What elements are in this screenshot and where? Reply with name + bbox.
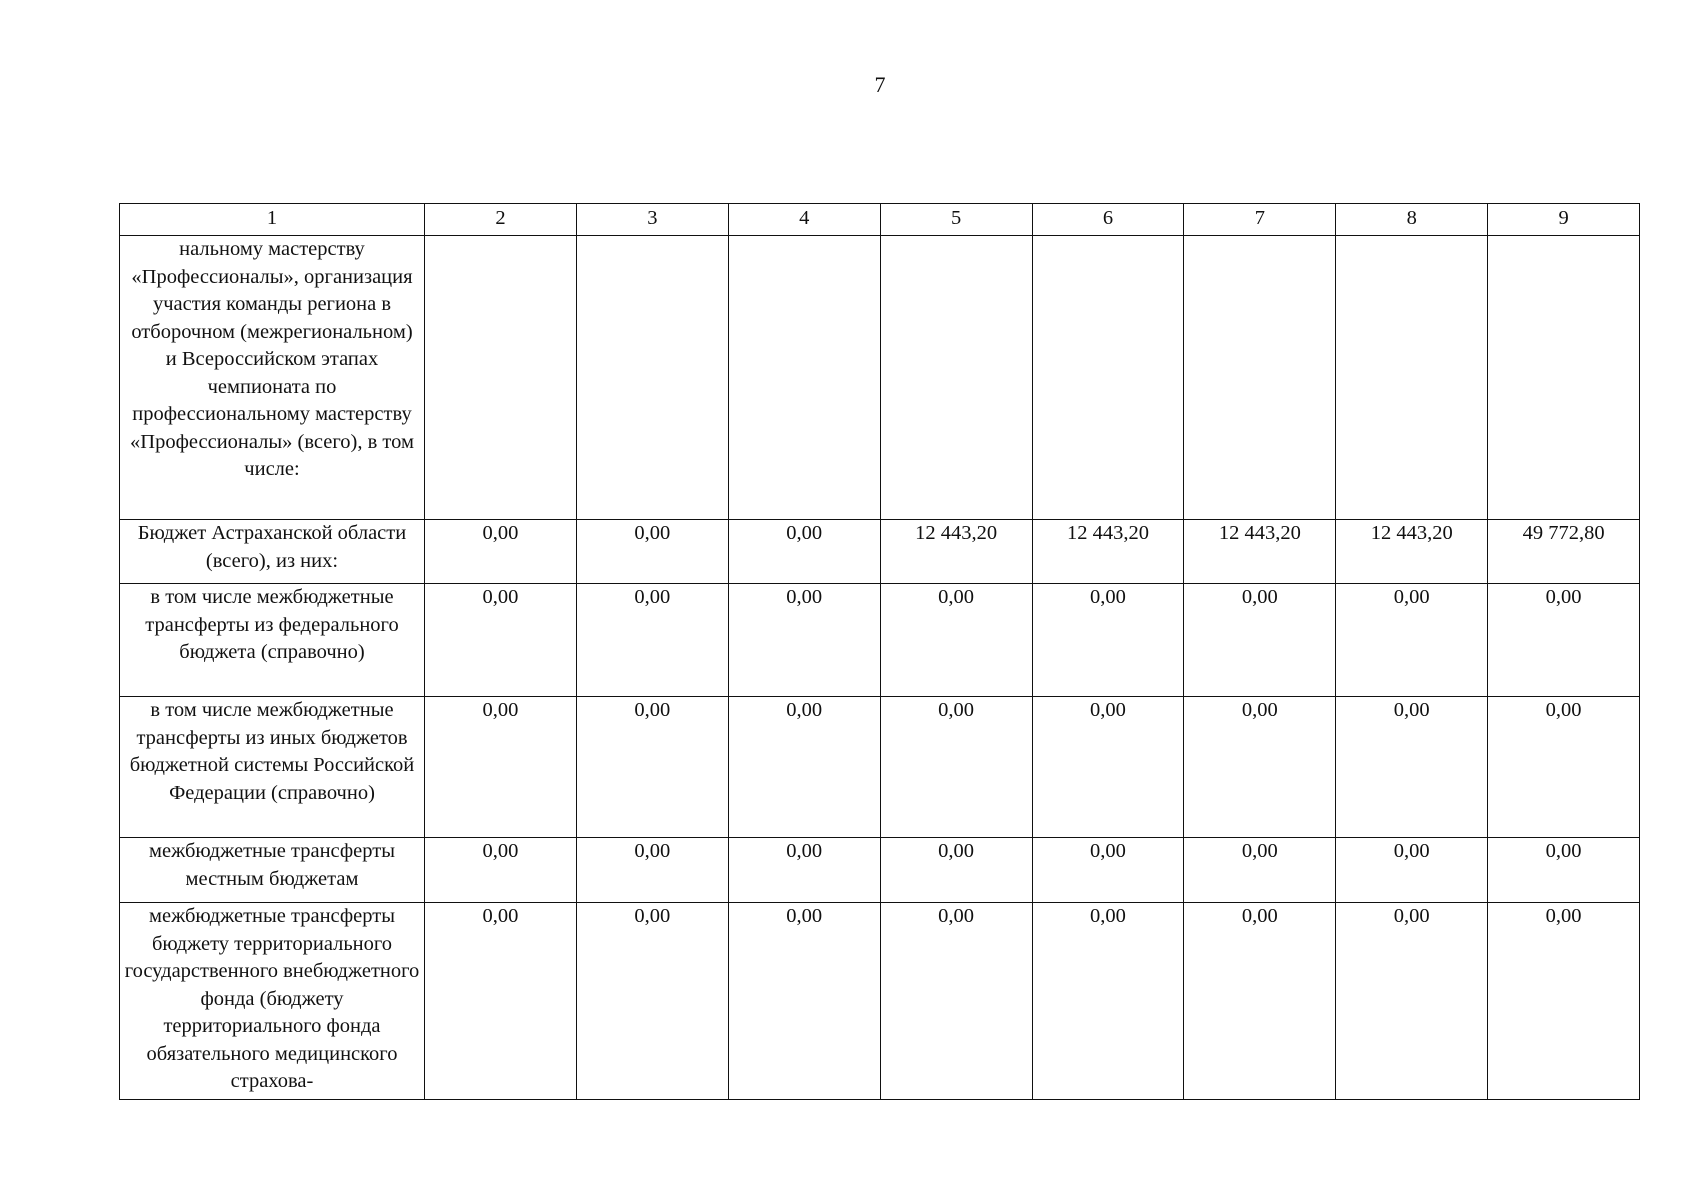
row-label: Бюджет Астраханской области (всего), из них: <box>120 520 425 584</box>
column-header: 8 <box>1336 204 1488 236</box>
table-cell: 0,00 <box>880 838 1032 903</box>
table-cell: 0,00 <box>728 903 880 1100</box>
column-header: 3 <box>576 204 728 236</box>
table-cell: 0,00 <box>880 697 1032 838</box>
table-cell: 0,00 <box>425 584 577 697</box>
column-header: 2 <box>425 204 577 236</box>
table-cell: 0,00 <box>728 584 880 697</box>
table-cell: 0,00 <box>1488 838 1640 903</box>
table-cell: 0,00 <box>880 584 1032 697</box>
budget-table <box>119 203 1640 1100</box>
table-cell: 49 772,80 <box>1488 520 1640 584</box>
table-row <box>120 236 1640 520</box>
table-cell: 0,00 <box>1184 838 1336 903</box>
column-header: 6 <box>1032 204 1184 236</box>
table-cell <box>1488 236 1640 520</box>
table-cell: 0,00 <box>576 520 728 584</box>
table-cell: 12 443,20 <box>1032 520 1184 584</box>
row-label: межбюджетные трансферты бюджету территориального государственного внебюджетного фонда (бюджету территориального фонда обязательного медицинского страхова- <box>120 903 425 1100</box>
row-label: нальному мастерству «Профессионалы», организация участия команды региона в отборочном (межрегиональном) и Всероссийском этапах чемпионата по профессиональному мастерству «Профессионалы» (всего), в том числе: <box>120 236 425 520</box>
table-cell: 0,00 <box>1488 584 1640 697</box>
column-header: 4 <box>728 204 880 236</box>
table-row <box>120 903 1640 1100</box>
table-cell: 0,00 <box>1336 584 1488 697</box>
table-cell: 0,00 <box>1336 838 1488 903</box>
table-cell <box>728 236 880 520</box>
table-cell: 0,00 <box>576 697 728 838</box>
table-cell: 0,00 <box>1032 697 1184 838</box>
table-cell: 12 443,20 <box>880 520 1032 584</box>
column-header: 1 <box>120 204 425 236</box>
table-cell: 0,00 <box>576 903 728 1100</box>
table-cell: 0,00 <box>1336 903 1488 1100</box>
table-cell: 0,00 <box>1488 903 1640 1100</box>
table-cell <box>576 236 728 520</box>
table-cell: 0,00 <box>728 838 880 903</box>
table-row <box>120 584 1640 697</box>
table-cell: 0,00 <box>1488 697 1640 838</box>
table-cell: 0,00 <box>576 838 728 903</box>
table-cell: 12 443,20 <box>1336 520 1488 584</box>
table-cell <box>1184 236 1336 520</box>
table-cell: 0,00 <box>425 697 577 838</box>
row-label: межбюджетные трансферты местным бюджетам <box>120 838 425 903</box>
table-cell <box>1032 236 1184 520</box>
table-cell: 0,00 <box>1032 584 1184 697</box>
table-cell: 0,00 <box>880 903 1032 1100</box>
column-header: 7 <box>1184 204 1336 236</box>
table-cell: 0,00 <box>1184 697 1336 838</box>
row-label: в том числе межбюджетные трансферты из иных бюджетов бюджетной системы Российской Федерации (справочно) <box>120 697 425 838</box>
column-header: 5 <box>880 204 1032 236</box>
table-cell: 0,00 <box>576 584 728 697</box>
table-cell <box>425 236 577 520</box>
table-row <box>120 838 1640 903</box>
table-cell: 0,00 <box>728 697 880 838</box>
row-label: в том числе межбюджетные трансферты из федерального бюджета (справочно) <box>120 584 425 697</box>
table-cell <box>880 236 1032 520</box>
table-cell: 0,00 <box>425 903 577 1100</box>
table-cell: 0,00 <box>1032 838 1184 903</box>
table-cell: 0,00 <box>1184 584 1336 697</box>
table-cell: 0,00 <box>425 520 577 584</box>
table-cell: 0,00 <box>728 520 880 584</box>
table-row <box>120 520 1640 584</box>
column-header: 9 <box>1488 204 1640 236</box>
header-row <box>120 204 1640 236</box>
table-cell: 0,00 <box>1184 903 1336 1100</box>
table-cell: 0,00 <box>425 838 577 903</box>
table-row <box>120 697 1640 838</box>
table-cell: 0,00 <box>1032 903 1184 1100</box>
table-cell: 0,00 <box>1336 697 1488 838</box>
table-cell: 12 443,20 <box>1184 520 1336 584</box>
table-cell <box>1336 236 1488 520</box>
page-number: 7 <box>874 72 886 97</box>
